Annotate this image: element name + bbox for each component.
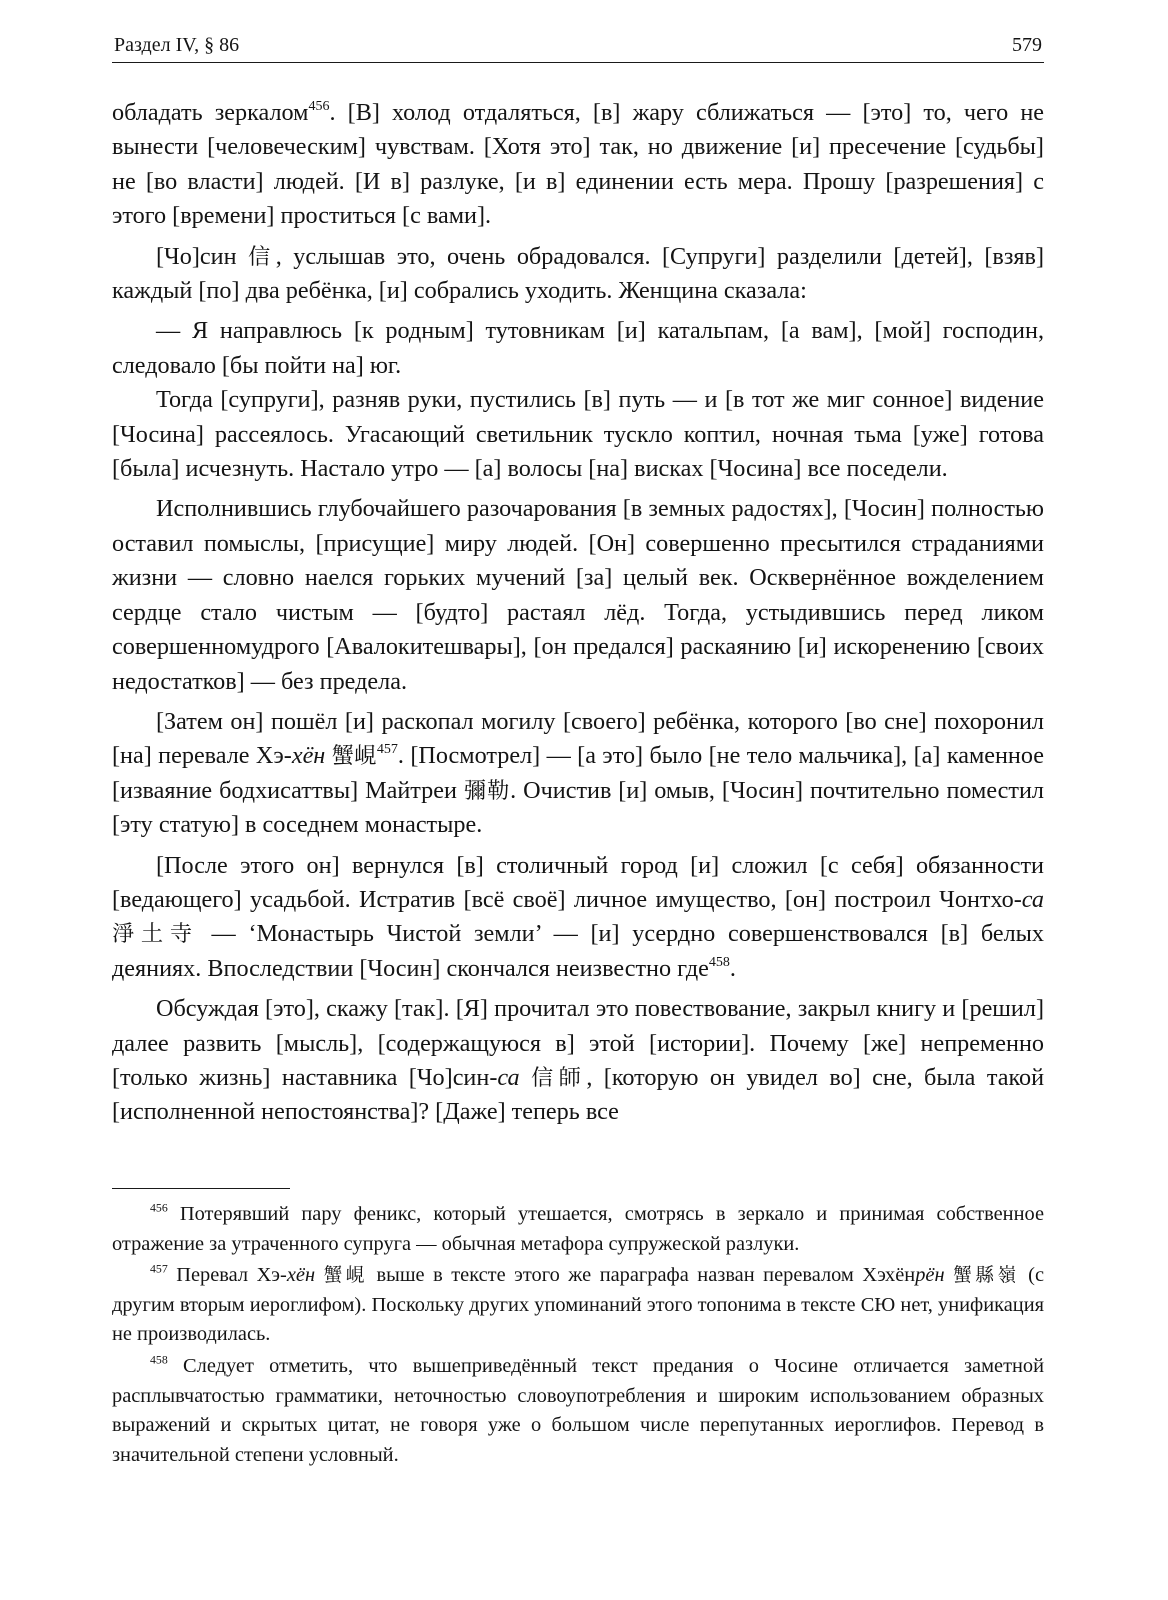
main-text [112,96,1044,1136]
chinese-characters: 蟹峴 [331,743,377,770]
chinese-characters: 蟹縣嶺 [953,1265,1020,1287]
text-run: [Затем он] пошёл [и] раскопал могилу [своего] ребёнка, которого [во сне] похоронил [на] перевале Хэ- [112,707,1044,770]
chinese-characters: 蟹峴 [323,1265,368,1287]
text-run [945,1264,954,1286]
text-run: — ‘Монастырь Чистой земли’ — [и] усердно совершенствовался [в] белых деяниях. Впоследствии [Чосин] скончался неизвестно где [112,920,1044,982]
footnote-ref: 458 [708,953,730,970]
text-run: — Я направлюсь [к родным] тутовникам [и] катальпам, [а вам], [мой] господин, следовало [бы пойти на] юг. [112,317,1044,379]
text-run: . Очистив [и] омыв, [Чосин] почтительно поместил [эту статую] в соседнем монастыре. [112,776,1045,839]
italic-text: рён [915,1264,945,1287]
text-run: , [которую он увидел во] сне, была такой [исполненной непостоянства]? [Даже] теперь все [112,1063,1045,1126]
text-run: выше в тексте этого же параграфа назван перевалом Хэхён [367,1264,916,1287]
section-title: Раздел IV, § 86 [114,34,240,56]
text-run: . [729,954,736,982]
text-run: Потерявший пару феникс, который утешается, смотрясь в зеркало и принимая собственное отражение за утраченного супруга — обычная метафора супружеской разлуки. [112,1203,1044,1255]
paragraph [112,96,1044,234]
footnote [112,1352,1044,1470]
paragraph [112,383,1044,486]
italic-text: са [497,1063,520,1091]
text-run [315,1264,324,1286]
text-run: Перевал Хэ- [167,1264,287,1287]
footnotes [112,1200,1044,1470]
footnote-ref: 456 [150,1200,168,1215]
text-run: обладать зеркалом [112,99,309,126]
italic-text: хён [286,1264,316,1287]
paragraph [112,240,1044,309]
paragraph [112,992,1044,1130]
footnote-divider [112,1188,290,1189]
text-run: Тогда [супруги], разняв руки, пустились [в] путь — и [в тот же миг сонное] видение [Чосина] рассеялось. Угасающий светильник тускло коптил, ночная тьма [уже] готова [была] исчезнуть. Настало утро — [а] волосы [на] висках [Чосина] все поседели. [112,386,1044,483]
text-run: [После этого он] вернулся [в] столичный город [и] сложил [с себя] обязанности [ведающего] усадьбой. Истратив [всё своё] личное имущество, [он] построил Чонтхо- [112,851,1044,913]
italic-text: хён [291,742,326,770]
footnote-ref: 458 [150,1352,168,1367]
footnote [112,1261,1044,1350]
chinese-characters: 信 [248,243,276,270]
text-run: Обсуждая [это], скажу [так]. [Я] прочитал это повествование, закрыл книгу и [решил] далее развить [мысль], [содержащуюся в] этой [истории]. Почему [же] непременно [только жизнь] наставника [Чо]син- [112,995,1044,1091]
text-run: , услышав это, очень обрадовался. [Супруги] разделили [детей], [взяв] каждый [по] два ребёнка, [и] собрались уходить. Женщина сказала: [112,242,1044,305]
text-run [520,1064,531,1091]
italic-text: са [1021,885,1044,913]
footnote-ref: 457 [150,1261,168,1276]
chinese-characters: 彌勒 [463,777,511,804]
paragraph [112,705,1044,843]
page-number: 579 [1012,34,1042,56]
paragraph [112,492,1044,698]
text-run: Следует отметить, что вышеприведённый текст предания о Чосине отличается заметной расплывчатостью грамматики, неточностью словоупотребления и широким использованием образных выражений и скрытых цитат, не говоря уже о большом числе перепутанных иероглифов. Перевод в значительной степени условный. [112,1354,1044,1466]
text-run: [Чо]син [156,242,249,270]
paragraph [112,849,1044,987]
footnote-ref: 457 [376,741,398,758]
paragraph [112,314,1044,383]
chinese-characters: 信師 [531,1064,587,1091]
text-run: . [В] холод отдаляться, [в] жару сближаться — [это] то, чего не вынести [человеческим] чувствам. [Хотя это] так, но движение [и] пресечение [судьбы] не [во власти] людей. [И в] разлуке, [и в] единении есть мера. Прошу [разрешения] с этого [времени] проститься [с вами]. [112,99,1044,230]
text-run: Исполнившись глубочайшего разочарования [в земных радостях], [Чосин] полностью оставил помыслы, [присущие] миру людей. [Он] совершенно пресытился страданиями жизни — словно наелся горьких мучений [за] целый век. Осквернённое вожделением сердце стало чистым — [будто] растаял лёд. Тогда, устыдившись перед ликом совершенномудрого [Авалокитешвары], [он предался] раскаянию [и] искоренению [своих недостатков] — без предела. [112,495,1044,695]
footnote-ref: 456 [308,97,330,114]
text-run: . [Посмотрел] — [а это] было [не тело мальчика], [а] каменное [изваяние бодхисаттвы] Майтреи [112,742,1045,804]
footnote [112,1200,1044,1259]
running-header [112,30,1044,63]
text-run: (с другим вторым иероглифом). Поскольку других упоминаний этого топонима в тексте СЮ нет, унификация не производилась. [112,1264,1045,1346]
chinese-characters: 淨土寺 [112,921,199,948]
